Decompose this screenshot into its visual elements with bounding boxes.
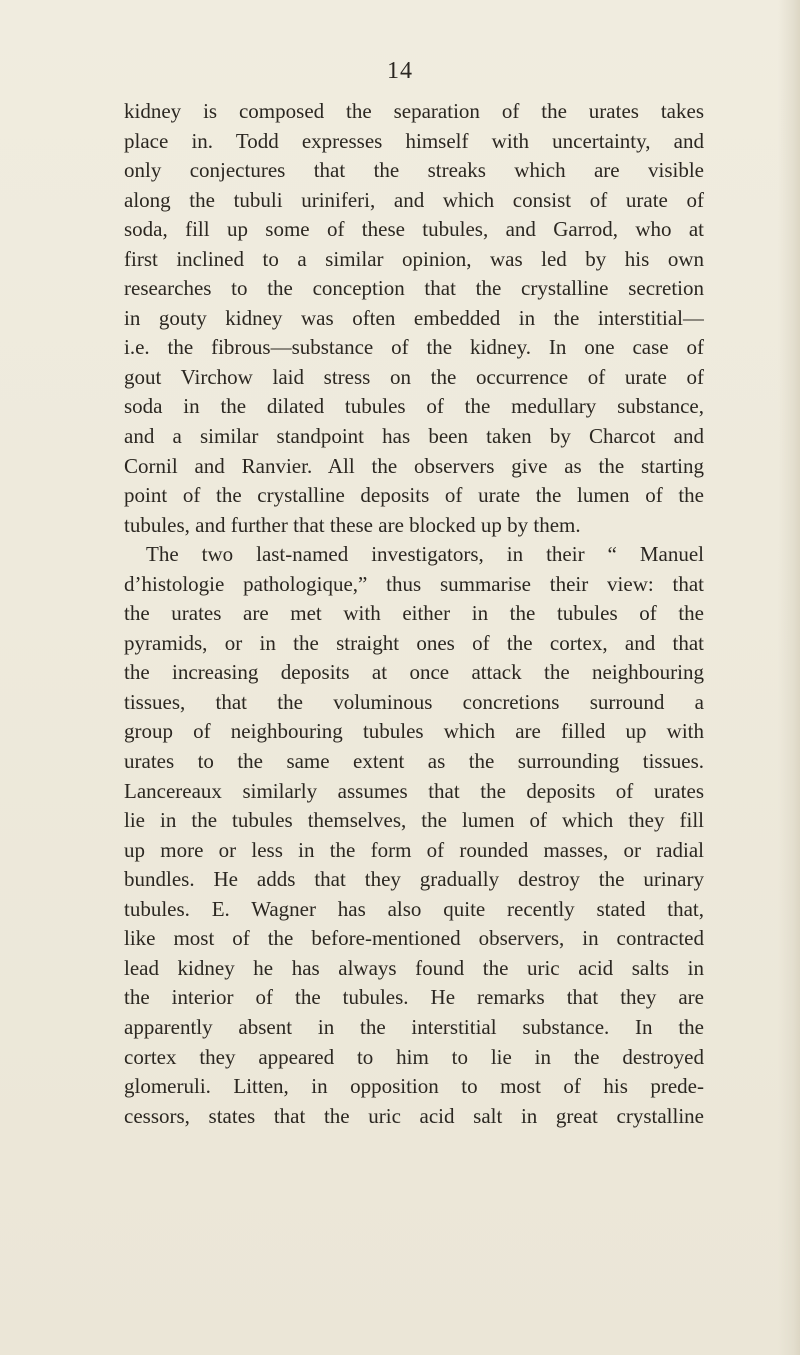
text-line: tubules. E. Wagner has also quite recently stated that,	[124, 896, 704, 921]
text-line: soda in the dilated tubules of the medullary substance,	[124, 394, 704, 419]
text-line: lie in the tubules themselves, the lumen of which they fill	[124, 808, 704, 833]
text-line: up more or less in the form of rounded masses, or radial	[124, 837, 704, 862]
text-line: tubules, and further that these are blocked up by them.	[124, 512, 581, 537]
text-line: apparently absent in the interstitial substance. In the	[124, 1014, 704, 1039]
text-line: first inclined to a similar opinion, was led by his own	[124, 246, 704, 271]
page-edge-shadow	[778, 0, 800, 1355]
text-line: glomeruli. Litten, in opposition to most of his prede-	[124, 1074, 704, 1099]
text-line: lead kidney he has always found the uric acid salts in	[124, 955, 704, 980]
body-text	[124, 97, 704, 1131]
text-line: cortex they appeared to him to lie in the destroyed	[124, 1044, 704, 1069]
text-line: gout Virchow laid stress on the occurrence of urate of	[124, 364, 704, 389]
text-line: like most of the before-mentioned observers, in contracted	[124, 926, 704, 951]
text-line: pyramids, or in the straight ones of the cortex, and that	[124, 630, 704, 655]
text-line: bundles. He adds that they gradually destroy the urinary	[124, 867, 704, 892]
text-line: group of neighbouring tubules which are filled up with	[124, 719, 704, 744]
text-line: kidney is composed the separation of the urates takes	[124, 99, 704, 123]
page-number: 14	[387, 58, 413, 84]
text-line: along the tubuli uriniferi, and which consist of urate of	[124, 187, 704, 212]
text-line: The two last-named investigators, in their “ Manuel	[146, 542, 704, 567]
text-line: the urates are met with either in the tubules of the	[124, 601, 704, 626]
text-line: in gouty kidney was often embedded in the interstitial—	[124, 305, 704, 330]
text-line: soda, fill up some of these tubules, and Garrod, who at	[124, 217, 704, 242]
text-line: researches to the conception that the crystalline secretion	[124, 276, 704, 301]
text-line: the increasing deposits at once attack the neighbouring	[124, 660, 704, 685]
text-line: Lancereaux similarly assumes that the deposits of urates	[124, 778, 704, 803]
text-line: i.e. the fibrous—substance of the kidney. In one case of	[124, 335, 704, 360]
text-line: the interior of the tubules. He remarks that they are	[124, 985, 704, 1010]
text-line: d’histologie pathologique,” thus summarise their view: that	[124, 571, 704, 596]
text-line: and a similar standpoint has been taken by Charcot and	[124, 424, 704, 449]
text-line: tissues, that the voluminous concretions surround a	[124, 689, 704, 714]
text-line: cessors, states that the uric acid salt in great crystalline	[124, 1103, 704, 1128]
text-line: Cornil and Ranvier. All the observers give as the starting	[124, 453, 704, 478]
text-line: urates to the same extent as the surrounding tissues.	[124, 749, 704, 774]
text-line: point of the crystalline deposits of urate the lumen of the	[124, 483, 704, 508]
text-line: place in. Todd expresses himself with uncertainty, and	[124, 128, 704, 153]
text-line: only conjectures that the streaks which are visible	[124, 158, 704, 183]
